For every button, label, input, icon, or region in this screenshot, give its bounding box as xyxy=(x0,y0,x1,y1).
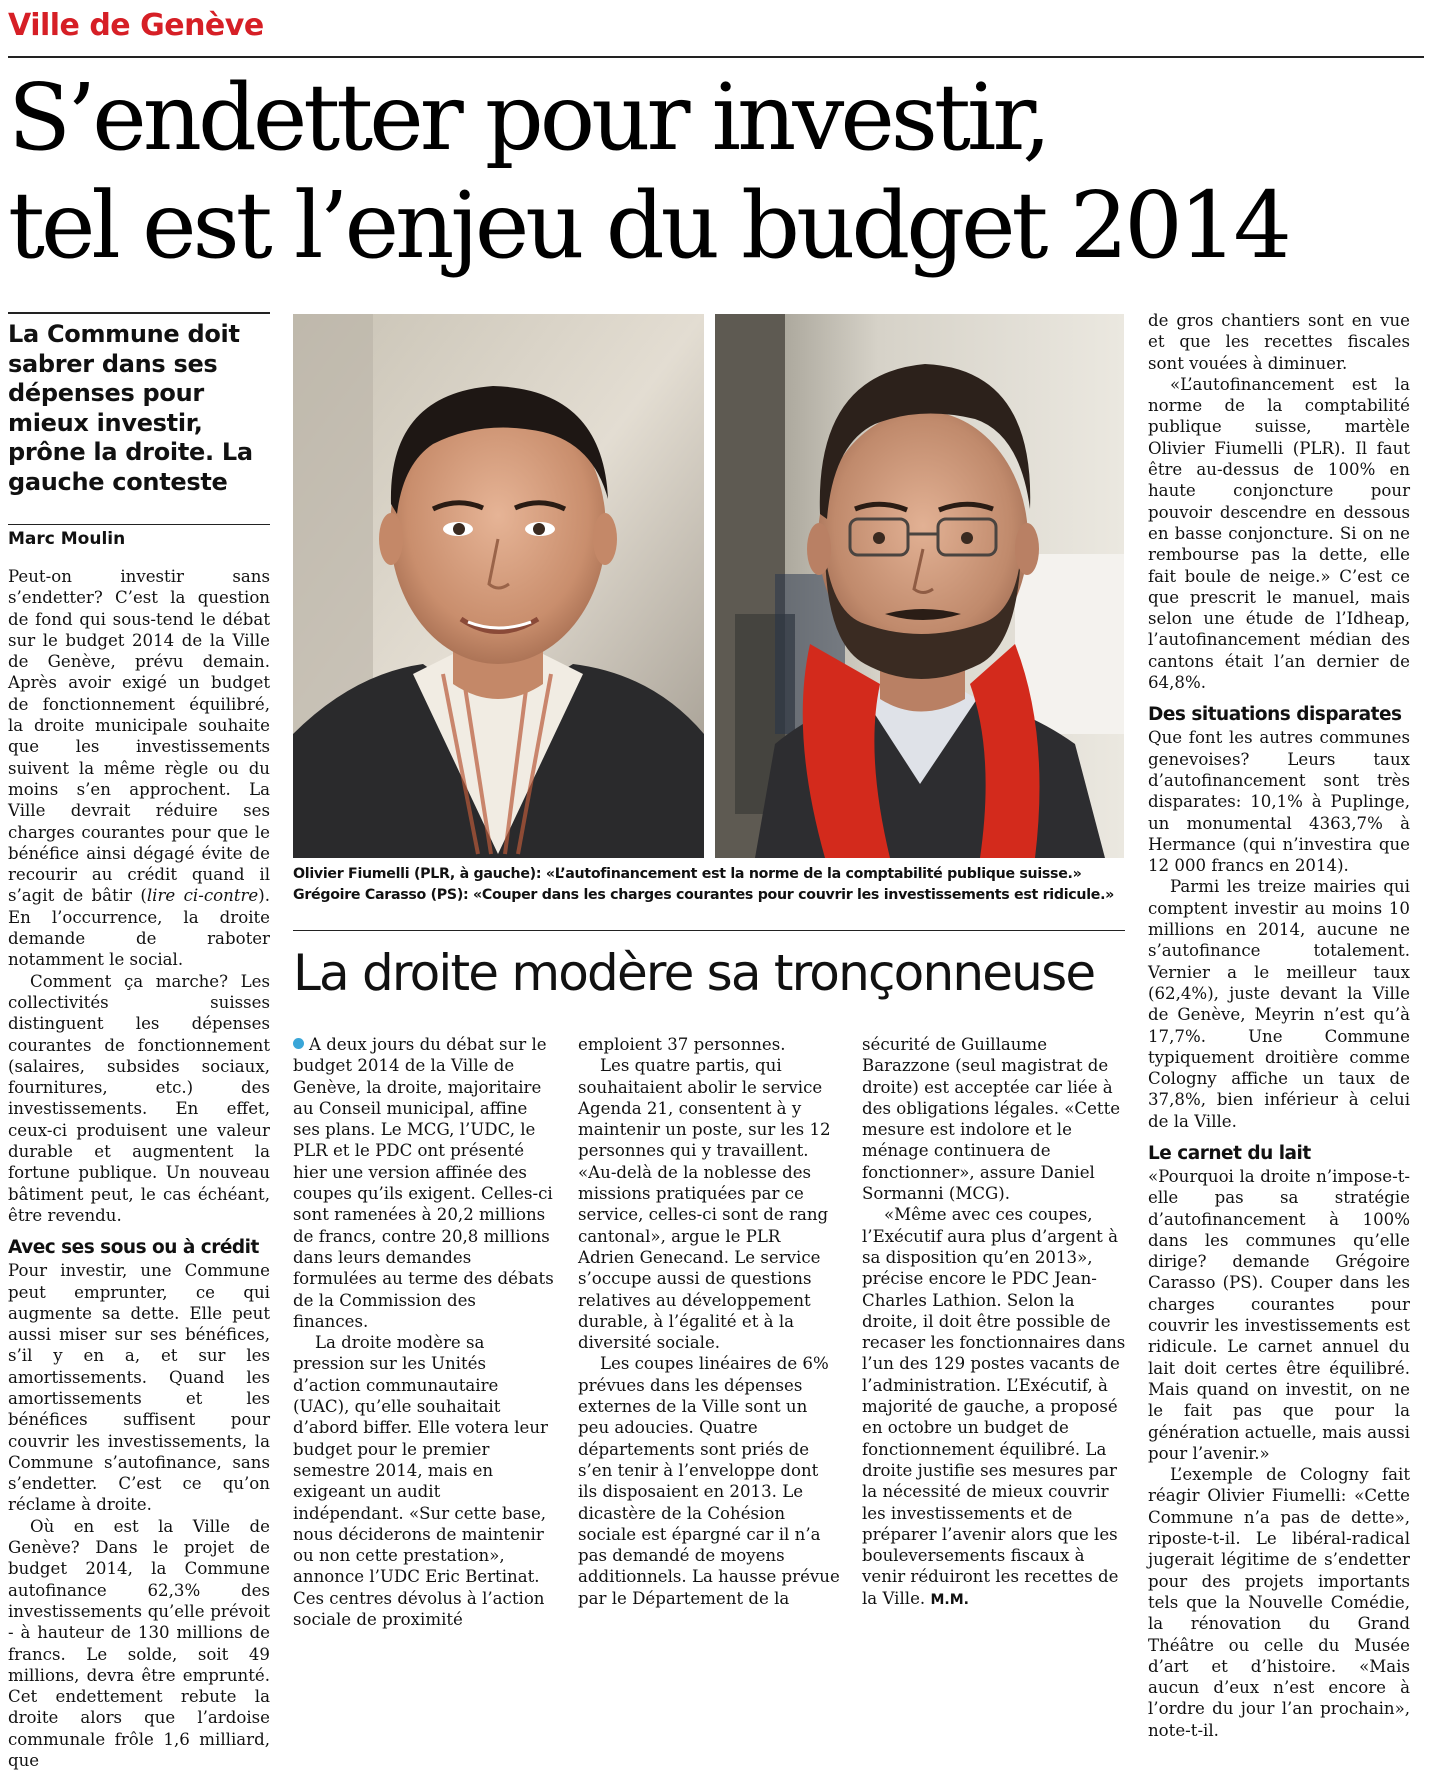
right-paragraph-2: «L’autofinancement est la norme de la comptabilité publique suisse, martèle Olivier Fiumelli (PLR). Il faut être au-dessus de 100% en haute conjoncture pour pouvoir descendre en dessous en basse conjoncture. Si on ne rembourse pas la dette, elle fait boule de neige.» C’est ce que prescrit le manuel, mais selon une étude de l’Idheap, l’autofinancement médian des cantons était l’an dernier de 64,8%. xyxy=(1148,374,1410,693)
right-column xyxy=(1148,310,1410,1741)
sidebar-col1-paragraph-1: A deux jours du débat sur le budget 2014 de la Ville de Genève, la droite, majoritaire au Conseil municipal, affine ses plans. Le MCG, l’UDC, le PLR et le PDC ont présenté hier une version affinée des coupes qu’ils exigent. Celles-ci sont ramenées à 20,2 millions de francs, contre 20,8 millions dans leurs demandes formulées au terme des débats de la Commission des finances. xyxy=(293,1035,554,1331)
portrait-carasso-image xyxy=(715,314,1124,858)
photo-caption xyxy=(293,864,1133,906)
caption-line-2: Grégoire Carasso (PS): «Couper dans les charges courantes pour couvrir les investissements est ridicule.» xyxy=(293,887,1115,903)
right-paragraph-6: L’exemple de Cologny fait réagir Olivier Fiumelli: «Cette Commune n’a pas de dette», riposte-t-il. Le libéral-radical jugerait légitime de s’endetter pour des projets importants tels que la Nouvelle Comédie, la rénovation du Grand Théâtre ou celle du Musée d’art et d’histoire. «Mais aucun d’eux n’est encore à l’ordre du jour l’an prochain», note-t-il. xyxy=(1148,1465,1410,1740)
sidebar-col2-paragraph-3: Les coupes linéaires de 6% prévues dans les dépenses externes de la Ville sont un peu adoucies. Quatre départements sont priés de s’en tenir à l’enveloppe dont ils disposaient en 2013. Le dicastère de la Cohésion sociale est épargné car il n’a pas demandé de moyens additionnels. La hausse prévue par le Département de la xyxy=(578,1354,840,1608)
caption-line-1: Olivier Fiumelli (PLR, à gauche): «L’autofinancement est la norme de la comptabilité publique suisse.» xyxy=(293,866,1082,882)
sidebar-col3-paragraph-2: «Même avec ces coupes, l’Exécutif aura plus d’argent à sa disposition qu’en 2013», précise encore le PDC Jean-Charles Lathion. Selon la droite, il doit être possible de recaser les fonctionnaires dans l’un des 129 postes vacants de l’administration. L’Exécutif, à majorité de gauche, a proposé en octobre un budget de fonctionnement équilibré. La droite justifie ses mesures par la nécessité de mieux couvrir les investissements et de préparer l’avenir alors que les bouleversements fiscaux à venir réduiront les recettes de la Ville. M.M. xyxy=(862,1205,1126,1608)
sidebar-col2-paragraph-2: Les quatre partis, qui souhaitaient abolir le service Agenda 21, consentent à y maintenir un poste, sur les 12 personnes qui y travaillent. «Au-delà de la noblesse des missions pratiquées par ce service, celles-ci sont de rang cantonal», argue le PLR Adrien Genecand. Le service s’occupe aussi de questions relatives au développement durable, à l’égalité et à la diversité sociale. xyxy=(578,1056,831,1353)
lead-box xyxy=(8,312,270,497)
headline-line-1: S’endetter pour investir, xyxy=(8,64,1048,171)
sidebar-col2-paragraph-1: emploient 37 personnes. xyxy=(578,1035,786,1054)
sidebar-title: La droite modère sa tronçonneuse xyxy=(293,944,1095,1002)
right-paragraph-4: Parmi les treize mairies qui comptent investir au moins 10 millions en 2014, aucune ne s’autofinance totalement. Vernier a le meilleur taux (62,4%), juste devant la Ville de Genève, Meyrin n’est qu’à 17,7%. Une Commune typiquement droitière comme Cologny affiche un taux de 37,8%, bien inférieur à celui de la Ville. xyxy=(1148,877,1410,1131)
right-paragraph-1: de gros chantiers sont en vue et que les recettes fiscales sont vouées à diminuer. xyxy=(1148,311,1410,373)
sidebar-column-3 xyxy=(862,1034,1126,1611)
left-paragraph-1: Peut-on investir sans s’endetter? C’est la question de fond qui sous-tend le débat sur le budget 2014 de la Ville de Genève, prévu demain. Après avoir exigé un budget de fonctionnement équilibré, la droite municipale souhaite que les investissements suivent la même règle ou du moins s’en approchent. La Ville devrait réduire ses charges courantes pour que le bénéfice ainsi dégagé évite de recourir au crédit quand il s’agit de bâtir (lire ci-contre). En l’occurrence, la droite demande de raboter notamment le social. xyxy=(8,567,270,970)
subhead-avec-ses-sous: Avec ses sous ou à crédit xyxy=(8,1237,259,1259)
left-column xyxy=(8,566,270,1771)
lead-text: La Commune doit sabrer dans ses dépenses pour mieux investir, prône la droite. La gauche conteste xyxy=(8,320,253,496)
subhead-situations-disparates: Des situations disparates xyxy=(1148,704,1402,726)
section-rubric: Ville de Genève xyxy=(8,8,264,43)
photo-fiumelli xyxy=(293,314,704,858)
top-rule xyxy=(8,56,1424,58)
subhead-carnet-du-lait: Le carnet du lait xyxy=(1148,1142,1311,1164)
bullet-dot-icon xyxy=(293,1038,304,1049)
sidebar-col1-paragraph-2: La droite modère sa pression sur les Unités d’action communautaire (UAC), qu’elle souhaitait d’abord biffer. Elle votera leur budget pour le premier semestre 2014, mais en exigeant un audit indépendant. «Sur cette base, nous déciderons de maintenir ou non cette prestation», annonce l’UDC Eric Bertinat. Ces centres dévolus à l’action sociale de proximité xyxy=(293,1333,548,1630)
right-paragraph-3: Que font les autres communes genevoises? Leurs taux d’autofinancement sont très disparates: 10,1% à Puplinge, un monumental 4363,7% à Hermance (qui n’investira que 12 000 francs en 2014). xyxy=(1148,728,1410,876)
right-paragraph-5: «Pourquoi la droite n’impose-t-elle pas sa stratégie d’autofinancement à 100% dans les communes qu’elle dirige? demande Grégoire Carasso (PS). Couper dans les charges courantes pour couvrir les investissements est ridicule. Le carnet annuel du lait doit certes être équilibré. Mais quand on investit, on ne le fait pas que pour la génération actuelle, mais aussi pour l’avenir.» xyxy=(1148,1166,1410,1463)
photo-carasso xyxy=(715,314,1124,858)
headline xyxy=(8,64,1418,280)
sidebar-column-2 xyxy=(578,1034,840,1609)
sidebar-col3-paragraph-1: sécurité de Guillaume Barazzone (seul magistrat de droite) est acceptée car liée à des obligations légales. «Cette mesure est indolore et le ménage continuera de fonctionner», assure Daniel Sormanni (MCG). xyxy=(862,1035,1121,1204)
signature: M.M. xyxy=(930,1591,969,1608)
sidebar-column-1 xyxy=(293,1034,555,1630)
portrait-fiumelli-image xyxy=(293,314,704,858)
sidebar-rule xyxy=(293,930,1125,931)
headline-line-2: tel est l’enjeu du budget 2014 xyxy=(8,172,1288,279)
left-paragraph-2: Comment ça marche? Les collectivités suisses distinguent les dépenses courantes de fonctionnement (salaires, subsides sociaux, fournitures, etc.) des investissements. En effet, ceux-ci produisent une valeur durable et augmentent la fortune publique. Un nouveau bâtiment peut, le cas échéant, être revendu. xyxy=(8,971,270,1225)
left-paragraph-3: Pour investir, une Commune peut emprunter, ce qui augmente sa dette. Elle peut aussi miser sur ses bénéfices, s’il y en a, et sur les amortissements. Quand les amortissements et les bénéfices suffisent pour couvrir les investissements, la Commune s’autofinance, sans s’endetter. C’est ce qu’on réclame à droite. xyxy=(8,1261,270,1515)
left-paragraph-4: Où en est la Ville de Genève? Dans le projet de budget 2014, la Commune autofinance 62,3% des investissements qu’elle prévoit - à hauteur de 130 millions de francs. Le solde, soit 49 millions, devra être emprunté. Cet endettement rebute la droite alors que l’ardoise communale frôle 1,6 milliard, que xyxy=(8,1516,270,1771)
author-byline: Marc Moulin xyxy=(8,524,270,549)
